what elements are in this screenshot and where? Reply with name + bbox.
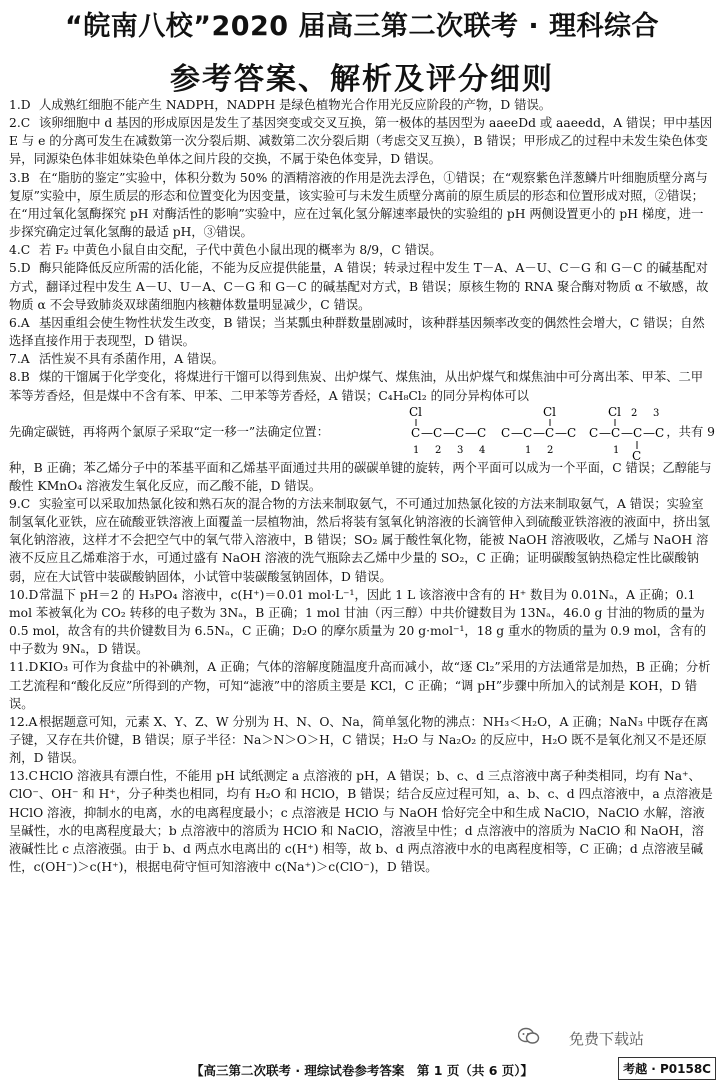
- answer-number: 1.D: [9, 98, 31, 112]
- answer-number: 4.C: [9, 243, 31, 258]
- answer-item: [9, 350, 715, 368]
- answer-text: 活性炭不具有杀菌作用，A 错误。: [39, 352, 224, 367]
- chain-bond: —: [555, 425, 567, 440]
- answer-number: 7.A: [9, 352, 30, 367]
- answer-item: [9, 169, 715, 242]
- answer-text: KIO₃ 可作为食盐中的补碘剂，A 正确；气体的溶解度随温度升高而减小，故“逐 Cl₂”采用的方法通常是加热，B 正确；分析工艺流程和“酸化反应”所得到的产物，可知“滤液”中的溶质主要是 KCl，C 正确；“调 pH”步骤中所加入的试剂是 KOH，D 错误。: [9, 660, 711, 711]
- answer-number: 2.C: [9, 116, 31, 131]
- answer-text: 种，B 正确；苯乙烯分子中的苯基平面和乙烯基平面通过共用的碳碳单键的旋转，两个平面可以成为一个平面，C 错误；乙醇能与酸性 KMnO₄ 溶液发生氧化反应，而乙酸不能，D 错误。: [9, 460, 712, 493]
- chain-carbons: C: [455, 425, 465, 440]
- structure-intro: 先确定碳链，再将两个氯原子采取“定一移一”法确定位置：: [9, 424, 329, 439]
- answer-item: [9, 241, 715, 259]
- answer-item: [9, 767, 715, 876]
- answer-text: HClO 溶液具有漂白性，不能用 pH 试纸测定 a 点溶液的 pH，A 错误；b、c、d 三点溶液中离子种类相同，均有 Na⁺、ClO⁻、OH⁻ 和 H⁺，分子种类也相同，均有 H₂O 和 HClO，B 错误；结合反应过程可知，a、b、c、d 四点溶液中，a 点溶液是 HClO 溶液，抑制水的电离，水的电离程度最小；c 点溶液是 HClO 与 NaOH 恰好完全中和生成 NaClO，NaClO 水解，溶液呈碱性，水的电离程度最大；b 点溶液中的溶质为 HClO 和 NaClO，溶液呈中性；d 点溶液中的溶质为 NaClO 和 NaOH，溶液碱性比 c 点溶液强。由于 b、d 两点水电离出的 c(H⁺) 相等，故 b、d 两点溶液中水的电离程度相等，C 正确；d 点溶液呈碱性，c(OH⁻)＞c(H⁺)，根据电荷守恒可知溶液中 c(Na⁺)＞c(ClO⁻)，D 错误。: [9, 769, 713, 875]
- answer-number: 10.D: [9, 587, 39, 602]
- structure-count: ，共有 9: [666, 424, 715, 439]
- chain-carbons: C: [523, 425, 533, 440]
- chain-carbons: C: [655, 425, 665, 440]
- answer-number: 6.A: [9, 315, 30, 330]
- answer-text: 人成熟红细胞不能产生 NADPH，NADPH 是绿色植物光合作用光反应阶段的产物，D 错误。: [39, 98, 552, 112]
- chlorine-label: Cl: [543, 404, 557, 419]
- answer-item: [9, 259, 715, 313]
- answer-item-8-cont: [9, 459, 715, 495]
- chain-carbons: C: [545, 425, 555, 440]
- answer-item-8: [9, 368, 715, 404]
- position-number: 3: [457, 444, 464, 456]
- document-title: “皖南八校”2020 届高三第二次联考 · 理科综合: [64, 11, 660, 42]
- chain-bond: —: [511, 425, 523, 440]
- chain-carbons: C: [567, 425, 577, 440]
- chain-bond: —: [621, 425, 633, 440]
- answer-text: 根据题意可知，元素 X、Y、Z、W 分别为 H、N、O、Na，简单氢化物的沸点：NH₃＜H₂O，A 正确；NaN₃ 中既存在离子键，又存在共价键，B 错误；原子半径：Na＞N＞O＞H，C 错误；H₂O 与 Na₂O₂ 的反应中，H₂O 既不是氧化剂又不是还原剂，D 错误。: [9, 714, 709, 766]
- position-number: 2: [435, 444, 442, 456]
- page-footer: [0, 1057, 724, 1081]
- carbon-chain-1: [409, 405, 486, 456]
- chain-carbons: C: [433, 425, 443, 440]
- answer-number: 5.D: [9, 261, 31, 276]
- chain-bond: —: [643, 425, 655, 440]
- chain-bond: —: [533, 425, 545, 440]
- answer-text: 常温下 pH＝2 的 H₃PO₄ 溶液中，c(H⁺)＝0.01 mol·L⁻¹，因此 1 L 该溶液中含有的 H⁺ 数目为 0.01Nₐ，A 正确；0.1 mol 苯被氧化为 CO₂ 转移的电子数为 3Nₐ，B 正确；1 mol 甘油（丙三醇）中共价键数目为 13Nₐ，46.0 g 甘油的物质的量为 0.5 mol，故含有的共价键数目为 6.5Nₐ，C 正确；D₂O 的摩尔质量为 20 g·mol⁻¹，18 g 重水的物质的量为 0.9 mol，含有的中子数为 9Nₐ，D 错误。: [9, 587, 706, 657]
- carbon-chain-diagrams: [407, 404, 675, 463]
- chain-carbons: C: [501, 425, 511, 440]
- footer-code: 考越 · P0158C: [618, 1057, 716, 1080]
- watermark-text: 免费下载站: [568, 1030, 644, 1048]
- position-number: 2: [547, 444, 554, 456]
- answer-number: 3.B: [9, 170, 30, 185]
- answer-text: 在“脂肪的鉴定”实验中，体积分数为 50% 的酒精溶液的作用是洗去浮色，①错误；在“观察紫色洋葱鳞片叶细胞质壁分离与复原”实验中，原生质层的形态和位置变化为因变量，该实验可与未发生质壁分离前的原生质层的形态和位置形成对照，②错误；在“用过氧化氢酶探究 pH 对酶活性的影响”实验中，应在过氧化氢分解速率最快的实验组的 pH 两侧设置更小的 pH 梯度，进一步探究确定过氧化氢酶的最适 pH，③错误。: [9, 170, 708, 240]
- answer-item: [9, 314, 715, 350]
- chain-bond: —: [599, 425, 611, 440]
- answer-number: 13.C: [9, 769, 38, 784]
- answer-item: [9, 495, 715, 586]
- answer-text: 实验室可以采取加热氯化铵和熟石灰的混合物的方法来制取氨气，不可通过加热氯化铵的方法来制取氨气，A 错误；实验室制氢氧化亚铁，应在硫酸亚铁溶液上面覆盖一层植物油，然后将装有氢氧化钠溶液的长滴管伸入到硫酸亚铁溶液的液面中，挤出氢氧化钠溶液，这样才不会把空气中的氧气带入溶液中，B 错误；SO₂ 属于酸性氧化物，能被 NaOH 溶液吸收，乙烯与 NaOH 溶液不反应且乙烯难溶于水，可通过盛有 NaOH 溶液的洗气瓶除去乙烯中少量的 SO₂，C 正确；证明碳酸氢钠热稳定性比碳酸钠弱，应在大试管中装碳酸钠固体，小试管中装碳酸氢钠固体，D 错误。: [9, 496, 710, 584]
- answer-text: 煤的干馏属于化学变化，将煤进行干馏可以得到焦炭、出炉煤气、煤焦油，从出炉煤气和煤焦油中可分离出苯、甲苯、二甲苯等芳香烃，但是煤中不含有苯、甲苯、二甲苯等芳香烃，A 错误；C₄H₈Cl₂ 的同分异构体可以: [9, 370, 704, 403]
- position-number: 1: [525, 444, 532, 456]
- chain-carbons: C: [633, 425, 643, 440]
- position-number: 4: [479, 444, 486, 456]
- answer-number: 11.D: [9, 660, 39, 675]
- position-number: 1: [413, 444, 420, 456]
- answer-content: [9, 96, 715, 876]
- chlorine-label: Cl: [608, 404, 622, 419]
- footer-text: 【高三第二次联考 · 理综试卷参考答案 第 1 页（共 6 页）】: [190, 1063, 533, 1078]
- carbon-chain-3: [589, 405, 664, 463]
- answer-text: 酶只能降低反应所需的活化能，不能为反应提供能量，A 错误；转录过程中发生 T－A、A－U、C－G 和 G－C 的碱基配对方式，翻译过程中发生 A－U、U－A、C－G 和 G－C 的碱基配对方式，B 错误；原核生物的 RNA 聚合酶对物质 α 不敏感，故物质 α 不会导致肺炎双球菌细胞内核糖体数量明显减少，C 错误。: [9, 261, 709, 312]
- chain-carbons: C: [589, 425, 599, 440]
- answer-number: 9.C: [9, 496, 31, 511]
- chain-bond: —: [443, 425, 455, 440]
- answer-number: 12.A: [9, 714, 38, 729]
- position-number: 2: [631, 407, 638, 419]
- answer-text: 若 F₂ 中黄色小鼠自由交配，子代中黄色小鼠出现的概率为 8/9，C 错误。: [39, 243, 442, 258]
- answer-item: [9, 114, 715, 168]
- answer-item: [9, 658, 715, 712]
- wechat-icon: [518, 1027, 540, 1049]
- chain-carbons: C: [411, 425, 421, 440]
- position-number: 3: [653, 407, 660, 419]
- branch-carbon: C: [632, 448, 642, 463]
- chain-carbons: C: [611, 425, 621, 440]
- chain-bond: —: [465, 425, 477, 440]
- document-subtitle: 参考答案、解析及评分细则: [170, 62, 554, 97]
- chlorine-label: Cl: [409, 404, 423, 419]
- structure-line: [9, 404, 715, 463]
- answer-number: 8.B: [9, 370, 30, 385]
- position-number: 1: [613, 444, 620, 456]
- answer-text: 基因重组会使生物性状发生改变，B 错误；当某瓢虫种群数量剧减时，该种群基因频率改变的偶然性会增大，C 错误；自然选择直接作用于表现型，D 错误。: [9, 315, 705, 349]
- answer-item: [9, 713, 715, 767]
- answer-item: [9, 586, 715, 659]
- chain-carbons: C: [477, 425, 487, 440]
- answer-item: [9, 96, 715, 114]
- chain-bond: —: [421, 425, 433, 440]
- answer-text: 该卵细胞中 d 基因的形成原因是发生了基因突变或交叉互换，第一极体的基因型为 aaeeDd 或 aaeedd，A 错误；甲中基因 E 与 e 的分离可发生在减数第一次分裂后期、减数第二次分裂后期（考虑交叉互换），B 错误；甲形成乙的过程中未发生染色体变异，同源染色体非姐妹染色单体之间片段的交换，不属于染色体变异，D 错误。: [9, 116, 713, 167]
- carbon-chain-2: [501, 405, 576, 456]
